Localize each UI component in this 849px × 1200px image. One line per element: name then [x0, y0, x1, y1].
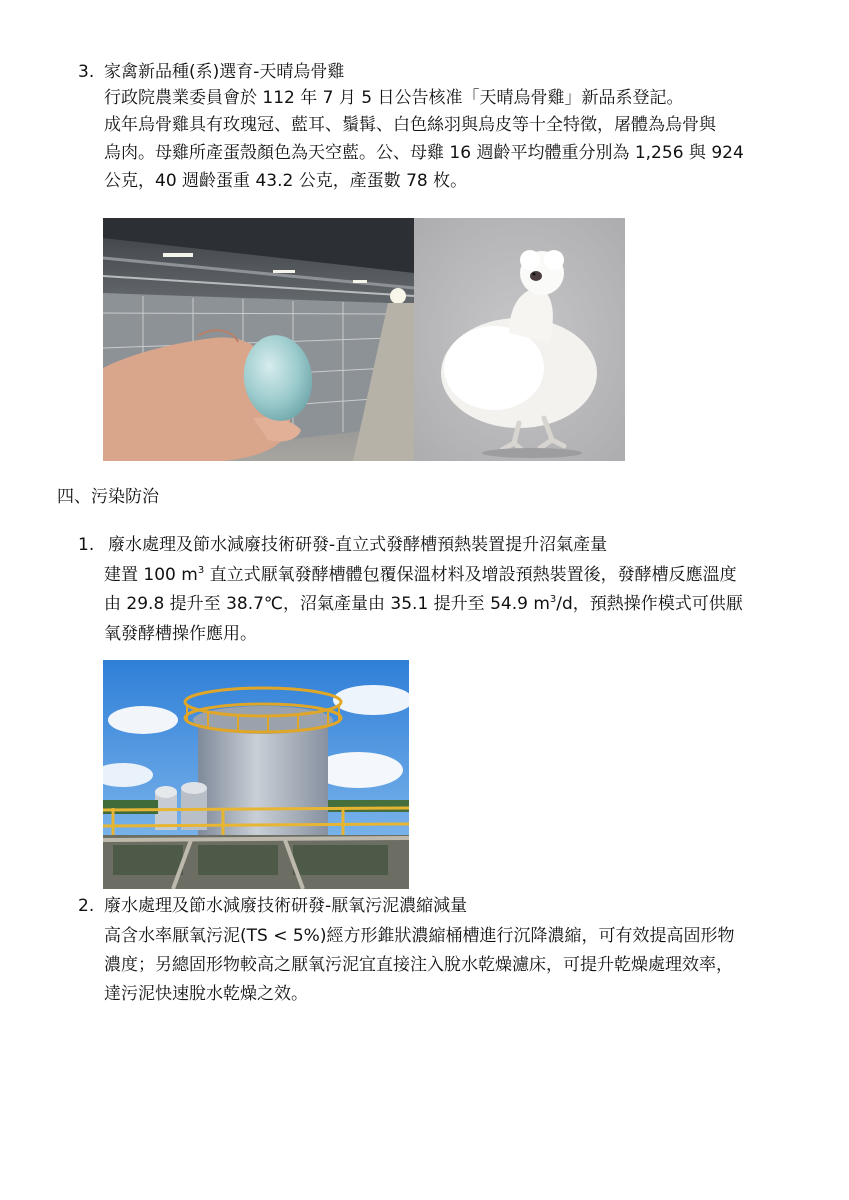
- superscript-3: 3: [549, 594, 557, 605]
- item-1-line: [104, 594, 743, 614]
- item-1-line: 氧發酵槽操作應用。: [104, 624, 257, 644]
- section-3-line: 烏肉。母雞所產蛋殼顏色為天空藍。公、母雞 16 週齡平均體重分別為 1,256 與 924: [104, 143, 744, 163]
- section-3-line: 公克，40 週齡蛋重 43.2 公克，產蛋數 78 枚。: [104, 171, 468, 191]
- item-2-line: 濃度；另總固形物較高之厭氧污泥宜直接注入脫水乾燥濾床，可提升乾燥處理效率，: [104, 955, 733, 975]
- section-3-line: 成年烏骨雞具有玫瑰冠、藍耳、鬚髯、白色絲羽與烏皮等十全特徵，屠體為烏骨與: [104, 115, 716, 135]
- egg-photo: [103, 218, 414, 461]
- item-2-title: 廢水處理及節水減廢技術研發-厭氧污泥濃縮減量: [104, 896, 468, 916]
- silkie-chicken-photo: [414, 218, 625, 461]
- item-1-line-2-part-b: /d，預熱操作模式可供厭: [556, 594, 743, 614]
- item-2-line: 達污泥快速脫水乾燥之效。: [104, 984, 308, 1004]
- section-3-title: 家禽新品種(系)選育-天晴烏骨雞: [104, 62, 345, 82]
- section-3-line: 行政院農業委員會於 112 年 7 月 5 日公告核准「天晴烏骨雞」新品系登記。: [104, 88, 684, 108]
- section-3-number: 3.: [78, 62, 95, 82]
- item-2-number: 2.: [78, 896, 95, 916]
- digester-tank-photo: [103, 660, 409, 889]
- item-1-line-1-part-b: 直立式厭氧發酵槽體包覆保溫材料及增設預熱裝置後，發酵槽反應溫度: [204, 565, 737, 585]
- item-1-number: 1.: [78, 535, 95, 555]
- chapter-title: 四、污染防治: [57, 487, 159, 507]
- item-1-line-2-part-a: 由 29.8 提升至 38.7℃，沼氣產量由 35.1 提升至 54.9 m: [104, 594, 550, 614]
- item-1-line: [104, 565, 737, 585]
- item-1-line-1-part-a: 建置 100 m: [104, 565, 198, 585]
- superscript-3: 3: [197, 565, 205, 576]
- item-1-title: 廢水處理及節水減廢技術研發-直立式發酵槽預熱裝置提升沼氣產量: [108, 535, 608, 555]
- item-2-line: 高含水率厭氧污泥(TS < 5%)經方形錐狀濃縮桶槽進行沉降濃縮，可有效提高固形物: [104, 926, 735, 946]
